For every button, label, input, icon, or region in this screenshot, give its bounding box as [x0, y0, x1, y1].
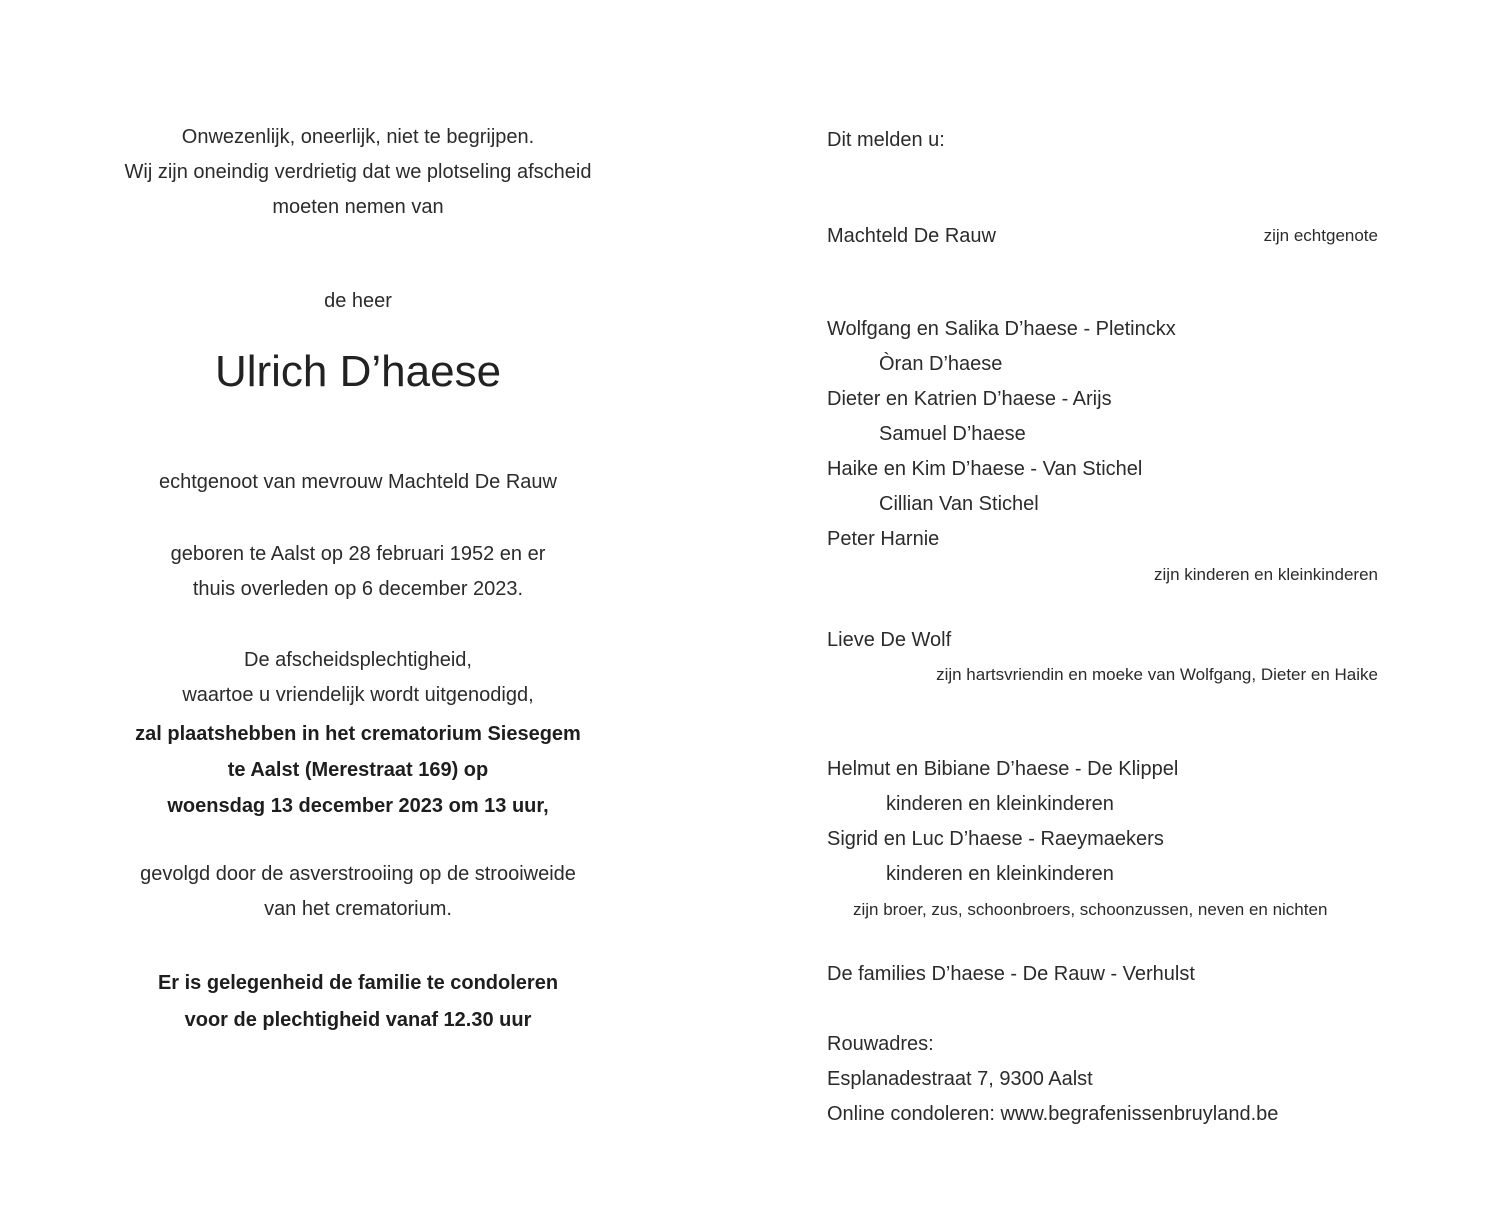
- ceremony-location-2: te Aalst (Merestraat 169) op: [227, 759, 489, 781]
- spouse-name: Machteld De Rauw: [827, 225, 996, 247]
- sibling-descendants-line: kinderen en kleinkinderen: [886, 793, 1114, 815]
- grandchild-line: Òran D’haese: [879, 353, 1003, 375]
- friend-role: zijn hartsvriendin en moeke van Wolfgang, Dieter en Haike: [936, 665, 1378, 684]
- children-role: zijn kinderen en kleinkinderen: [1154, 565, 1378, 584]
- deceased-name: Ulrich D’haese: [214, 347, 502, 396]
- grandchild-line: Samuel D’haese: [879, 423, 1026, 445]
- condolence-line-2: voor de plechtigheid vanaf 12.30 uur: [184, 1009, 532, 1031]
- child-line: Wolfgang en Salika D’haese - Pletinckx: [827, 318, 1176, 340]
- address-line: Esplanadestraat 7, 9300 Aalst: [827, 1068, 1093, 1090]
- child-line: Haike en Kim D’haese - Van Stichel: [827, 458, 1143, 480]
- announcement-header: Dit melden u:: [827, 129, 945, 151]
- intro-line-1: Onwezenlijk, oneerlijk, niet te begrijpen.: [181, 126, 535, 148]
- sibling-descendants-line: kinderen en kleinkinderen: [886, 863, 1114, 885]
- families-line: De families D’haese - De Rauw - Verhulst: [827, 963, 1195, 985]
- condolence-line-1: Er is gelegenheid de familie te condoleren: [157, 972, 559, 994]
- sibling-line: Sigrid en Luc D’haese - Raeymaekers: [827, 828, 1164, 850]
- scattering-line-1: gevolgd door de asverstrooiing op de strooiweide: [140, 863, 576, 885]
- intro-line-3: moeten nemen van: [272, 196, 444, 218]
- ceremony-line-1: De afscheidsplechtigheid,: [244, 649, 472, 671]
- child-line: Dieter en Katrien D’haese - Arijs: [827, 388, 1112, 410]
- grandchild-line: Cillian Van Stichel: [879, 493, 1039, 515]
- ceremony-location-1: zal plaatshebben in het crematorium Siesegem: [135, 723, 581, 745]
- address-label: Rouwadres:: [827, 1033, 934, 1055]
- child-line: Peter Harnie: [827, 528, 940, 550]
- friend-name: Lieve De Wolf: [827, 629, 952, 651]
- ceremony-datetime: woensdag 13 december 2023 om 13 uur,: [167, 795, 549, 817]
- death-line: thuis overleden op 6 december 2023.: [192, 578, 524, 600]
- sibling-line: Helmut en Bibiane D’haese - De Klippel: [827, 758, 1179, 780]
- online-condolence-line: Online condoleren: www.begrafenissenbruyland.be: [827, 1103, 1279, 1125]
- ceremony-line-2: waartoe u vriendelijk wordt uitgenodigd,: [182, 684, 534, 706]
- honorific: de heer: [324, 290, 392, 312]
- spouse-line: echtgenoot van mevrouw Machteld De Rauw: [159, 471, 557, 493]
- siblings-role: zijn broer, zus, schoonbroers, schoonzussen, neven en nichten: [853, 900, 1328, 919]
- birth-line: geboren te Aalst op 28 februari 1952 en er: [170, 543, 546, 565]
- scattering-line-2: van het crematorium.: [264, 898, 452, 920]
- intro-line-2: Wij zijn oneindig verdrietig dat we plotseling afscheid: [124, 161, 592, 183]
- spouse-role: zijn echtgenote: [1263, 226, 1378, 245]
